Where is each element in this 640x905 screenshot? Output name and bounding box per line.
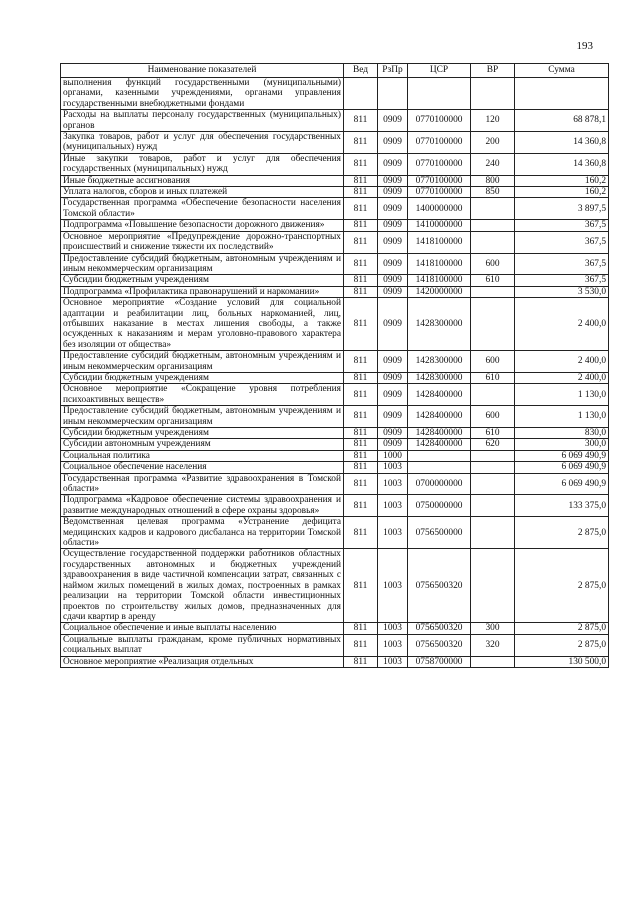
cell-ved: 811 xyxy=(344,298,378,351)
cell-vr: 620 xyxy=(471,439,515,450)
cell-ved: 811 xyxy=(344,495,378,517)
table-row xyxy=(61,132,609,154)
cell-rzpr: 0909 xyxy=(378,384,408,406)
cell-name: Субсидии бюджетным учреждениям xyxy=(61,428,344,439)
cell-rzpr: 0909 xyxy=(378,198,408,220)
cell-ved: 811 xyxy=(344,634,378,656)
table-row xyxy=(61,384,609,406)
cell-csr: 1428300000 xyxy=(408,298,471,351)
cell-name: Социальное обеспечение населения xyxy=(61,462,344,473)
cell-name: Основное мероприятие «Предупреждение дорожно-транспортных происшествий и снижение тяжести их последствий» xyxy=(61,231,344,253)
cell-sum: 300,0 xyxy=(515,439,609,450)
cell-ved: 811 xyxy=(344,132,378,154)
table-row xyxy=(61,549,609,623)
cell-vr: 610 xyxy=(471,275,515,286)
cell-rzpr: 1003 xyxy=(378,656,408,667)
cell-ved: 811 xyxy=(344,439,378,450)
cell-ved: 811 xyxy=(344,428,378,439)
cell-sum: 1 130,0 xyxy=(515,384,609,406)
cell-rzpr: 0909 xyxy=(378,372,408,383)
cell-rzpr: 1000 xyxy=(378,450,408,461)
cell-sum: 160,2 xyxy=(515,175,609,186)
cell-vr xyxy=(471,220,515,231)
cell-rzpr: 0909 xyxy=(378,351,408,373)
cell-name: Государственная программа «Развитие здравоохранения в Томской области» xyxy=(61,473,344,495)
header-ved: Вед xyxy=(344,64,378,78)
cell-csr: 1400000000 xyxy=(408,198,471,220)
cell-sum: 14 360,8 xyxy=(515,153,609,175)
cell-vr xyxy=(471,231,515,253)
cell-csr: 0750000000 xyxy=(408,495,471,517)
cell-csr: 0770100000 xyxy=(408,175,471,186)
budget-table xyxy=(60,63,609,668)
cell-ved: 811 xyxy=(344,220,378,231)
cell-csr xyxy=(408,450,471,461)
cell-vr: 240 xyxy=(471,153,515,175)
cell-name: выполнения функций государственными (муниципальными) органами, казенными учреждениями, органами управления государственными внебюджетными фондами xyxy=(61,78,344,110)
table-row xyxy=(61,439,609,450)
cell-vr: 610 xyxy=(471,428,515,439)
cell-vr: 600 xyxy=(471,406,515,428)
cell-vr xyxy=(471,517,515,549)
cell-name: Основное мероприятие «Реализация отдельных xyxy=(61,656,344,667)
cell-rzpr: 0909 xyxy=(378,439,408,450)
table-row xyxy=(61,634,609,656)
table-row xyxy=(61,406,609,428)
cell-sum: 6 069 490,9 xyxy=(515,473,609,495)
cell-rzpr: 0909 xyxy=(378,406,408,428)
cell-csr: 1410000000 xyxy=(408,220,471,231)
cell-ved: 811 xyxy=(344,473,378,495)
cell-rzpr: 1003 xyxy=(378,549,408,623)
cell-ved: 811 xyxy=(344,187,378,198)
cell-sum: 367,5 xyxy=(515,231,609,253)
cell-sum: 367,5 xyxy=(515,220,609,231)
table-row xyxy=(61,78,609,110)
cell-sum: 6 069 490,9 xyxy=(515,462,609,473)
cell-csr: 0770100000 xyxy=(408,187,471,198)
cell-sum: 3 530,0 xyxy=(515,286,609,297)
cell-sum: 3 897,5 xyxy=(515,198,609,220)
cell-name: Социальная политика xyxy=(61,450,344,461)
cell-name: Основное мероприятие «Сокращение уровня потребления психоактивных веществ» xyxy=(61,384,344,406)
cell-vr xyxy=(471,549,515,623)
cell-csr: 1428300000 xyxy=(408,351,471,373)
cell-sum: 2 400,0 xyxy=(515,372,609,383)
table-row xyxy=(61,286,609,297)
cell-csr: 0756500000 xyxy=(408,517,471,549)
cell-name: Государственная программа «Обеспечение безопасности населения Томской области» xyxy=(61,198,344,220)
table-row xyxy=(61,220,609,231)
cell-name: Осуществление государственной поддержки работников областных государственных автономных и бюджетных учреждений здравоохранения в виде частичной компенсации затрат, связанных с наймом жилых помещений в жилых домах, построенных в рамках реализации на территории Томской области инвестиционных проектов по строительству жилых домов, предназначенных для сдачи квартир в аренду xyxy=(61,549,344,623)
cell-rzpr: 1003 xyxy=(378,462,408,473)
cell-vr xyxy=(471,462,515,473)
cell-ved: 811 xyxy=(344,517,378,549)
cell-sum: 2 875,0 xyxy=(515,634,609,656)
cell-ved: 811 xyxy=(344,384,378,406)
cell-csr: 1428400000 xyxy=(408,384,471,406)
cell-rzpr: 1003 xyxy=(378,473,408,495)
cell-rzpr: 0909 xyxy=(378,275,408,286)
cell-rzpr: 0909 xyxy=(378,153,408,175)
cell-sum: 68 878,1 xyxy=(515,110,609,132)
cell-csr xyxy=(408,462,471,473)
cell-ved: 811 xyxy=(344,110,378,132)
table-row xyxy=(61,495,609,517)
cell-ved xyxy=(344,78,378,110)
cell-vr: 300 xyxy=(471,623,515,634)
cell-ved: 811 xyxy=(344,623,378,634)
cell-csr: 0770100000 xyxy=(408,153,471,175)
header-vr: ВР xyxy=(471,64,515,78)
cell-sum: 6 069 490,9 xyxy=(515,450,609,461)
cell-vr: 320 xyxy=(471,634,515,656)
page-number: 193 xyxy=(576,40,593,52)
table-row xyxy=(61,187,609,198)
cell-csr: 1428400000 xyxy=(408,439,471,450)
cell-csr: 0756500320 xyxy=(408,634,471,656)
table-row xyxy=(61,175,609,186)
table-row xyxy=(61,372,609,383)
cell-sum: 130 500,0 xyxy=(515,656,609,667)
cell-name: Субсидии бюджетным учреждениям xyxy=(61,372,344,383)
cell-rzpr: 0909 xyxy=(378,253,408,275)
cell-vr xyxy=(471,384,515,406)
cell-name: Социальное обеспечение и иные выплаты населению xyxy=(61,623,344,634)
cell-csr: 1418100000 xyxy=(408,275,471,286)
cell-csr: 1418100000 xyxy=(408,231,471,253)
cell-sum xyxy=(515,78,609,110)
cell-sum: 2 875,0 xyxy=(515,517,609,549)
cell-sum: 2 400,0 xyxy=(515,298,609,351)
table-row xyxy=(61,656,609,667)
cell-name: Субсидии бюджетным учреждениям xyxy=(61,275,344,286)
cell-rzpr: 0909 xyxy=(378,298,408,351)
cell-csr: 1420000000 xyxy=(408,286,471,297)
cell-rzpr: 1003 xyxy=(378,495,408,517)
cell-vr xyxy=(471,656,515,667)
cell-name: Иные закупки товаров, работ и услуг для обеспечения государственных (муниципальных) нужд xyxy=(61,153,344,175)
cell-ved: 811 xyxy=(344,656,378,667)
cell-rzpr: 0909 xyxy=(378,110,408,132)
cell-rzpr: 1003 xyxy=(378,517,408,549)
cell-name: Расходы на выплаты персоналу государственных (муниципальных) органов xyxy=(61,110,344,132)
cell-csr: 0756500320 xyxy=(408,549,471,623)
cell-name: Предоставление субсидий бюджетным, автономным учреждениям и иным некоммерческим организациям xyxy=(61,406,344,428)
cell-name: Социальные выплаты гражданам, кроме публичных нормативных социальных выплат xyxy=(61,634,344,656)
cell-rzpr: 0909 xyxy=(378,220,408,231)
cell-vr: 600 xyxy=(471,351,515,373)
table-row xyxy=(61,450,609,461)
header-csr: ЦСР xyxy=(408,64,471,78)
cell-vr: 600 xyxy=(471,253,515,275)
cell-csr: 1428400000 xyxy=(408,406,471,428)
cell-csr: 0770100000 xyxy=(408,110,471,132)
cell-sum: 2 875,0 xyxy=(515,623,609,634)
cell-ved: 811 xyxy=(344,231,378,253)
cell-sum: 830,0 xyxy=(515,428,609,439)
cell-rzpr: 0909 xyxy=(378,175,408,186)
cell-sum: 367,5 xyxy=(515,253,609,275)
cell-csr: 0758700000 xyxy=(408,656,471,667)
cell-vr: 850 xyxy=(471,187,515,198)
cell-csr xyxy=(408,78,471,110)
table-row xyxy=(61,623,609,634)
cell-ved: 811 xyxy=(344,286,378,297)
table-row xyxy=(61,473,609,495)
table-row xyxy=(61,110,609,132)
cell-sum: 14 360,8 xyxy=(515,132,609,154)
cell-sum: 2 400,0 xyxy=(515,351,609,373)
cell-vr xyxy=(471,450,515,461)
cell-rzpr: 1003 xyxy=(378,634,408,656)
cell-ved: 811 xyxy=(344,175,378,186)
cell-vr xyxy=(471,298,515,351)
cell-ved: 811 xyxy=(344,198,378,220)
cell-vr: 200 xyxy=(471,132,515,154)
table-body xyxy=(61,78,609,668)
cell-name: Ведомственная целевая программа «Устранение дефицита медицинских кадров и кадрового дисбаланса на территории Томской области» xyxy=(61,517,344,549)
cell-name: Закупка товаров, работ и услуг для обеспечения государственных (муниципальных) нужд xyxy=(61,132,344,154)
table-row xyxy=(61,198,609,220)
cell-name: Субсидии автономным учреждениям xyxy=(61,439,344,450)
cell-name: Подпрограмма «Кадровое обеспечение системы здравоохранения и развитие международных отношений в сфере охраны здоровья» xyxy=(61,495,344,517)
table-header xyxy=(61,64,609,78)
cell-rzpr: 1003 xyxy=(378,623,408,634)
table-row xyxy=(61,351,609,373)
table-row xyxy=(61,428,609,439)
cell-name: Основное мероприятие «Создание условий для социальной адаптации и реабилитации лиц, больных наркоманией, лиц, отбывших наказание в местах лишения свободы, а также осужденных к наказаниям и мерам уголовно-правового характера без изоляции от общества» xyxy=(61,298,344,351)
cell-name: Подпрограмма «Повышение безопасности дорожного движения» xyxy=(61,220,344,231)
cell-csr: 1428300000 xyxy=(408,372,471,383)
cell-vr: 800 xyxy=(471,175,515,186)
table-row xyxy=(61,462,609,473)
cell-sum: 367,5 xyxy=(515,275,609,286)
cell-ved: 811 xyxy=(344,253,378,275)
header-rzpr: РзПр xyxy=(378,64,408,78)
cell-sum: 133 375,0 xyxy=(515,495,609,517)
table-row xyxy=(61,253,609,275)
cell-ved: 811 xyxy=(344,462,378,473)
table-row xyxy=(61,153,609,175)
table-row xyxy=(61,275,609,286)
cell-name: Предоставление субсидий бюджетным, автономным учреждениям и иным некоммерческим организациям xyxy=(61,351,344,373)
cell-rzpr xyxy=(378,78,408,110)
cell-rzpr: 0909 xyxy=(378,428,408,439)
table-row xyxy=(61,298,609,351)
table-row xyxy=(61,517,609,549)
cell-rzpr: 0909 xyxy=(378,286,408,297)
cell-vr xyxy=(471,78,515,110)
cell-name: Уплата налогов, сборов и иных платежей xyxy=(61,187,344,198)
cell-csr: 0770100000 xyxy=(408,132,471,154)
cell-csr: 0756500320 xyxy=(408,623,471,634)
cell-ved: 811 xyxy=(344,406,378,428)
cell-csr: 0700000000 xyxy=(408,473,471,495)
cell-ved: 811 xyxy=(344,549,378,623)
cell-rzpr: 0909 xyxy=(378,231,408,253)
cell-name: Подпрограмма «Профилактика правонарушений и наркомании» xyxy=(61,286,344,297)
cell-ved: 811 xyxy=(344,351,378,373)
cell-name: Иные бюджетные ассигнования xyxy=(61,175,344,186)
cell-vr: 120 xyxy=(471,110,515,132)
cell-sum: 1 130,0 xyxy=(515,406,609,428)
cell-rzpr: 0909 xyxy=(378,132,408,154)
table-row xyxy=(61,231,609,253)
cell-sum: 2 875,0 xyxy=(515,549,609,623)
cell-vr xyxy=(471,495,515,517)
cell-name: Предоставление субсидий бюджетным, автономным учреждениям и иным некоммерческим организациям xyxy=(61,253,344,275)
cell-vr: 610 xyxy=(471,372,515,383)
cell-sum: 160,2 xyxy=(515,187,609,198)
cell-ved: 811 xyxy=(344,153,378,175)
cell-ved: 811 xyxy=(344,372,378,383)
cell-vr xyxy=(471,473,515,495)
cell-ved: 811 xyxy=(344,450,378,461)
cell-rzpr: 0909 xyxy=(378,187,408,198)
cell-csr: 1428400000 xyxy=(408,428,471,439)
cell-vr xyxy=(471,198,515,220)
header-name: Наименование показателей xyxy=(61,64,344,78)
cell-vr xyxy=(471,286,515,297)
cell-ved: 811 xyxy=(344,275,378,286)
cell-csr: 1418100000 xyxy=(408,253,471,275)
header-sum: Сумма xyxy=(515,64,609,78)
